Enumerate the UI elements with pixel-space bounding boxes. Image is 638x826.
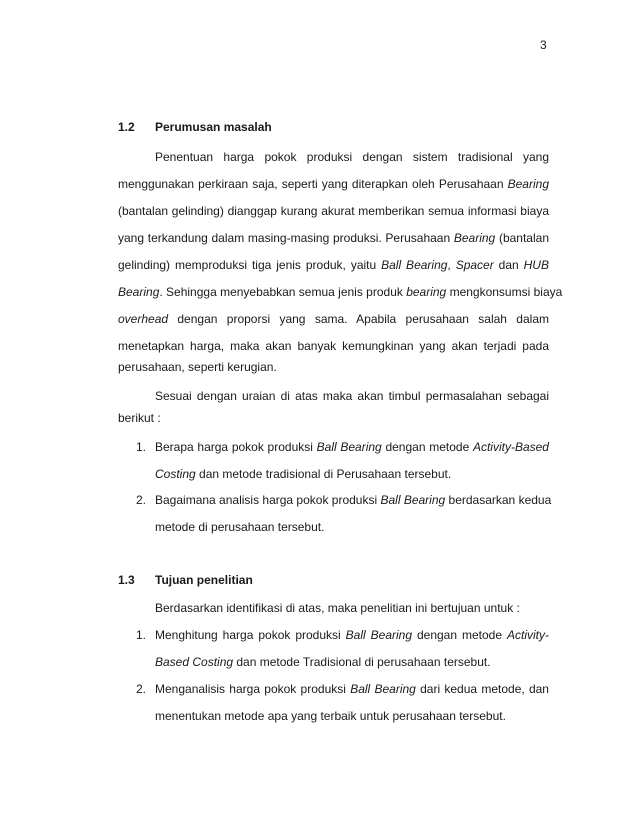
paragraph-line: gelinding) memproduksi tiga jenis produk, yaitu Ball Bearing, Spacer dan HUB — [118, 258, 549, 272]
section-title: Tujuan penelitian — [155, 573, 253, 587]
italic-term: Ball Bearing — [381, 258, 448, 272]
section-title: Perumusan masalah — [155, 120, 272, 134]
list-item-line: Bagaimana analisis harga pokok produksi Ball Bearing berdasarkan kedua — [155, 493, 552, 507]
paragraph-line: Berdasarkan identifikasi di atas, maka penelitian ini bertujuan untuk : — [155, 601, 520, 615]
italic-term: Bearing — [453, 231, 496, 245]
section-heading-1-2 — [118, 120, 272, 134]
list-number: 2. — [136, 682, 147, 696]
italic-term: Costing — [155, 467, 196, 481]
paragraph-line: overhead dengan proporsi yang sama. Apabila perusahaan salah dalam — [118, 312, 549, 326]
list-item-line: Costing dan metode tradisional di Perusahaan tersebut. — [155, 467, 452, 481]
paragraph-line: berikut : — [118, 411, 161, 425]
paragraph-line: perusahaan, seperti kerugian. — [118, 360, 277, 374]
italic-term: HUB — [523, 258, 549, 272]
list-item-line: metode di perusahaan tersebut. — [155, 520, 325, 534]
paragraph-line: Penentuan harga pokok produksi dengan sistem tradisional yang — [155, 150, 549, 164]
paragraph-line: menetapkan harga, maka akan banyak kemungkinan yang akan terjadi pada — [118, 339, 549, 353]
italic-term: Spacer — [455, 258, 494, 272]
italic-term: Bearing — [507, 177, 549, 191]
paragraph-line: yang terkandung dalam masing-masing produksi. Perusahaan Bearing (bantalan — [118, 231, 549, 245]
italic-term: Ball Bearing — [380, 493, 446, 507]
paragraph-line: Bearing. Sehingga menyebabkan semua jenis produk bearing mengkonsumsi biaya — [118, 285, 563, 299]
italic-term: Ball Bearing — [345, 628, 413, 642]
section-heading-1-3 — [118, 573, 253, 587]
section-number: 1.2 — [118, 120, 135, 134]
list-item-line: menentukan metode apa yang terbaik untuk perusahaan tersebut. — [155, 709, 506, 723]
list-item-line: Based Costing dan metode Tradisional di perusahaan tersebut. — [155, 655, 491, 669]
paragraph-line: (bantalan gelinding) dianggap kurang akurat memberikan semua informasi biaya — [118, 204, 549, 218]
italic-term: Activity-Based — [472, 440, 549, 454]
italic-term: Based Costing — [155, 655, 234, 669]
italic-term: Bearing — [118, 285, 160, 299]
italic-term: Ball Bearing — [350, 682, 416, 696]
list-item-line: Menganalisis harga pokok produksi Ball Bearing dari kedua metode, dan — [155, 682, 549, 696]
italic-term: Ball Bearing — [316, 440, 382, 454]
paragraph-line: Sesuai dengan uraian di atas maka akan timbul permasalahan sebagai — [155, 389, 549, 403]
italic-term: overhead — [118, 312, 169, 326]
italic-term: bearing — [406, 285, 447, 299]
section-number: 1.3 — [118, 573, 135, 587]
paragraph-line: menggunakan perkiraan saja, seperti yang diterapkan oleh Perusahaan Bearing — [118, 177, 549, 191]
italic-term: Activity- — [507, 628, 549, 642]
list-number: 2. — [136, 493, 147, 507]
page-number: 3 — [540, 38, 547, 52]
list-item-line: Menghitung harga pokok produksi Ball Bearing dengan metode Activity- — [155, 628, 549, 642]
list-item-line: Berapa harga pokok produksi Ball Bearing dengan metode Activity-Based — [155, 440, 549, 454]
list-number: 1. — [136, 440, 147, 454]
list-number: 1. — [136, 628, 147, 642]
